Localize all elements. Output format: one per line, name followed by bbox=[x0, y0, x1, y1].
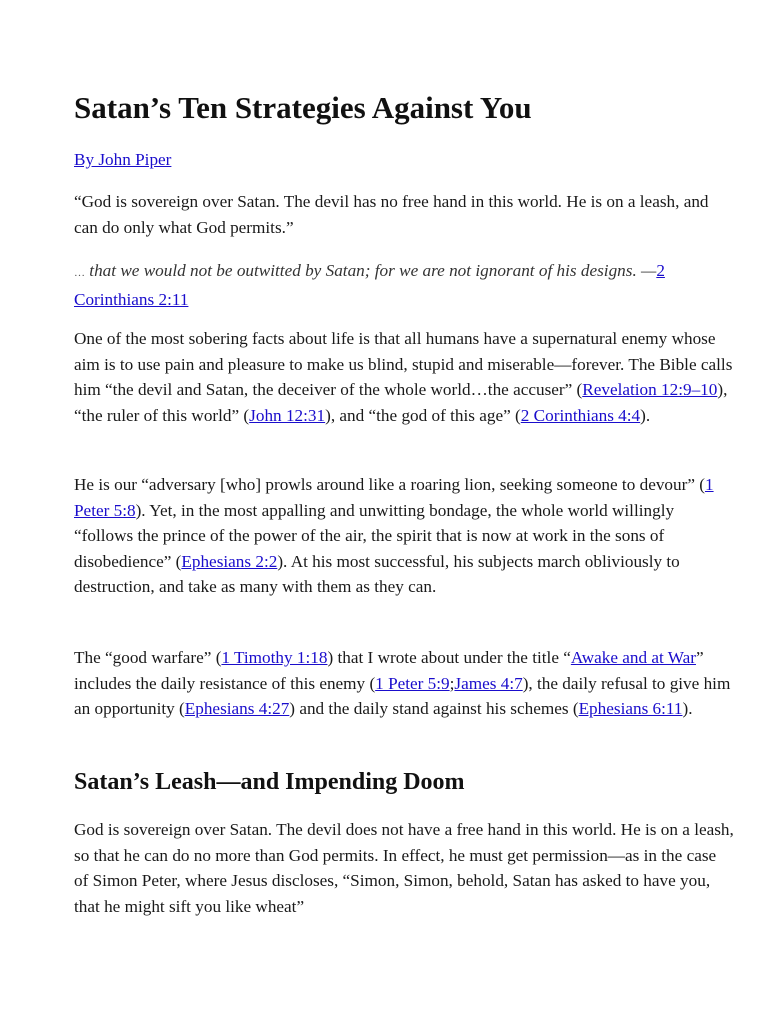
verse-ref-link[interactable]: 2 Corinthians 2:11 bbox=[74, 261, 665, 309]
p1-text-2: ), “the ruler of this world” ( bbox=[74, 380, 728, 425]
paragraph-4: God is sovereign over Satan. The devil does not have a free hand in this world. He is on a leash, so that he can do no more than God permits. In effect, he must get permission—as in the case of Simon Peter, where Jesus discloses, “Simon, Simon, behold, Satan has asked to have you, that he might sift you like wheat” bbox=[74, 820, 734, 916]
paragraph-1 bbox=[74, 326, 734, 428]
p2-text-2: ). Yet, in the most appalling and unwitting bondage, the whole world willingly “follows the prince of the power of the air, the spirit that is now at work in the sons of disobedience” ( bbox=[74, 500, 675, 571]
ref-link-revelation[interactable]: Revelation 12:9–10 bbox=[582, 380, 718, 399]
p3-text-7: ). bbox=[682, 699, 693, 718]
author-link[interactable]: By John Piper bbox=[74, 150, 172, 169]
ref-link-ephesians-2-2[interactable]: Ephesians 2:2 bbox=[181, 551, 278, 571]
p3-text-3: ” includes the daily resistance of this enemy ( bbox=[74, 648, 704, 693]
ref-link-2cor-4-4[interactable]: 2 Corinthians 4:4 bbox=[520, 405, 641, 425]
scripture-quote bbox=[74, 258, 734, 312]
ref-link-ephesians-4-27[interactable]: Ephesians 4:27 bbox=[184, 699, 290, 718]
p1-text-4: ). bbox=[640, 405, 651, 425]
byline-paragraph bbox=[74, 147, 734, 173]
lead-quote: “God is sovereign over Satan. The devil has no free hand in this world. He is on a leash, and can do only what God permits.” bbox=[74, 192, 709, 237]
ref-link-ephesians-6-11[interactable]: Ephesians 6:11 bbox=[578, 699, 683, 718]
ref-link-1peter-5-9[interactable]: 1 Peter 5:9 bbox=[375, 673, 450, 693]
ref-link-1peter-5-8[interactable]: 1 Peter 5:8 bbox=[74, 475, 714, 520]
ellipsis: … bbox=[74, 267, 85, 279]
p2-text-1: He is our “adversary [who] prowls around like a roaring lion, seeking someone to devour” ( bbox=[74, 475, 705, 494]
paragraph-2 bbox=[74, 472, 734, 600]
p1-text-1: One of the most sobering facts about life is that all humans have a supernatural enemy whose aim is to use pain and pleasure to make us blind, stupid and miserable—forever. The Bible calls him “the devil and Satan, the deceiver of the whole world…the accuser” ( bbox=[74, 329, 733, 399]
p3-text-1: The “good warfare” ( bbox=[74, 648, 222, 667]
p1-text-3: ), and “the god of this age” ( bbox=[325, 405, 521, 425]
ref-link-james[interactable]: James 4:7 bbox=[454, 673, 523, 693]
ref-link-john[interactable]: John 12:31 bbox=[249, 405, 326, 425]
ref-link-1timothy[interactable]: 1 Timothy 1:18 bbox=[221, 648, 328, 667]
paragraph-3 bbox=[74, 645, 734, 722]
article-title: Satan’s Ten Strategies Against You bbox=[74, 90, 532, 125]
section-heading: Satan’s Leash—and Impending Doom bbox=[74, 769, 465, 795]
verse-text: that we would not be outwitted by Satan; for we are not ignorant of his designs. — bbox=[85, 261, 657, 280]
article-link-awake[interactable]: Awake and at War bbox=[570, 648, 696, 667]
p3-text-4: ; bbox=[449, 673, 455, 693]
p2-text-3: ). At his most successful, his subjects march obliviously to destruction, and take as many with them as they can. bbox=[74, 551, 680, 596]
p3-text-6: ) and the daily stand against his schemes ( bbox=[289, 699, 579, 718]
p3-text-2: ) that I wrote about under the title “ bbox=[327, 648, 571, 667]
p3-text-5: ), the daily refusal to give him an opportunity ( bbox=[74, 673, 731, 718]
